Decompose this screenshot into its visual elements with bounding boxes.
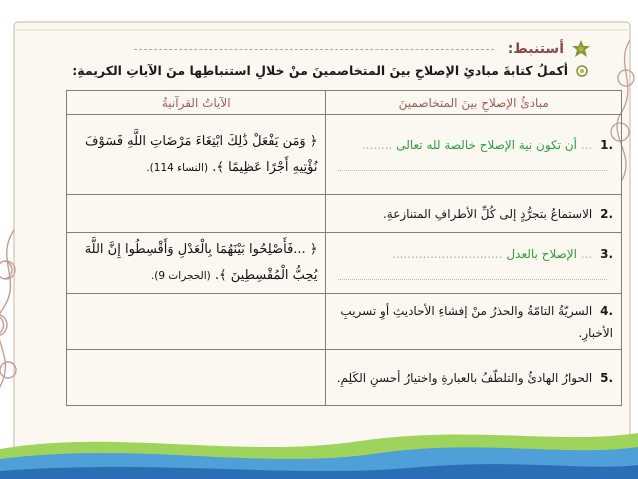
row-number: .3 [600,246,613,261]
verse-text: ﴿ ...فَأَصْلِحُوا بَيْنَهُمَا بِالْعَدْلِ وَأَقْسِطُوا إِنَّ اللَّهَ يُحِبُّ الْمُقْسِطِينَ ﴾. [84,242,318,283]
answer-text: أن تكون نية الإصلاح خالصة لله تعالى [396,138,577,152]
heading-title: أستنبط: [507,41,564,57]
table-row [67,294,622,350]
principles-table [66,90,622,406]
principle-text: السريّةُ التامّةُ والحذرُ منْ إفشاءِ الأحاديثِ أوِ تسريبِ الأخبارِ. [340,303,613,340]
verse-cell [67,115,326,195]
table-row [67,350,622,406]
heading-divider [134,48,494,50]
star-ornament-icon [570,40,592,58]
table-row [67,195,622,233]
principle-cell [326,294,622,350]
row-number: .4 [600,303,613,318]
principle-cell [326,233,622,294]
row-number: .1 [600,138,613,152]
principle-text: الحوارُ الهادئُ والتلطّفُ بالعبارةِ واختيارُ أحسنِ الكَلِمِ. [336,370,593,385]
table-row [67,115,622,195]
principle-cell [326,195,622,233]
row-number: .2 [600,206,613,221]
principle-cell [326,115,622,195]
dots: ........ [361,138,393,152]
verse-cell [67,233,326,294]
dots: ............................. [391,246,503,261]
answer-text: الإصلاح بالعدل [506,246,577,261]
instruction [72,63,590,78]
verse-text: ﴿ وَمَن يَفْعَلْ ذَٰلِكَ ابْتِغَاءَ مَرْضَاتِ اللَّهِ فَسَوْفَ نُؤْتِيهِ أَجْرًا عَظِيمًا ﴾. [85,133,318,175]
verse-reference: (الحجرات 9). [150,270,211,282]
verse-cell [67,195,326,233]
principle-cell [326,350,622,406]
table-row [67,233,622,294]
verse-cell [67,294,326,350]
flower-bullet-icon [574,64,590,78]
instruction-text: أكملُ كتابةَ مبادئِ الإصلاحِ بينَ المتخاصمينَ منْ خلالِ استنباطِها منَ الآياتِ الكريمةِ: [72,63,568,78]
verse-reference: (النساء 114). [146,161,209,174]
dots: ... [580,138,593,152]
principle-text: الاستماعُ بتجرُّدٍ إلى كُلِّ الأطرافِ المتنازعةِ. [382,206,593,221]
bottom-decoration [0,419,638,479]
floral-ornament-left [0,230,30,410]
answer-line [338,265,607,280]
header-principles: مبادئُ الإصلاحِ بينَ المتخاصمينَ [326,91,622,115]
section-heading [134,38,592,60]
verse-cell [67,350,326,406]
table-header-row [67,91,622,115]
answer-line [338,156,607,171]
dots: ... [580,246,593,261]
row-number: .5 [600,370,613,385]
header-verses: الآياتُ القرآنيةُ [67,91,326,115]
